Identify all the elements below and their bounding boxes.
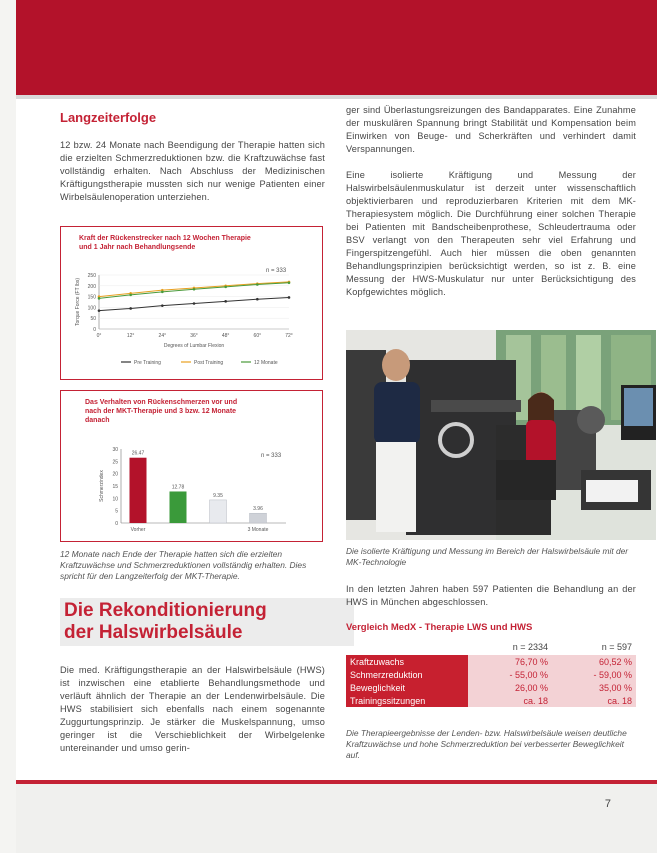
data-point: [224, 286, 227, 289]
data-point: [161, 304, 164, 307]
y-axis-label: Schmerzindex: [99, 470, 105, 502]
right-paragraph-2: Eine isolierte Kräftigung und Messung der Halswirbelsäulenmuskulatur ist derzeit unter wissenschaftlich objektivierbaren und reproduzierbaren Kriterien mit dem MK-Therapiesystem möglich. Die Durchführung einer solchen Therapie bei Patienten mit Bandscheibenprothese, Schleudertrauma oder BSV verlangt von den Therapeuten sehr viel Erfahrung und Fingerspitzengefühl. Auch hier müssen die oben genannten Behandlungsprinzipien berücksichtigt werden, so ist z. B. eine Messung der HWS-Muskulatur nur unter Berücksichtigung des Kopfgewichtes möglich.: [346, 170, 636, 297]
x-tick-label: 0°: [96, 333, 102, 339]
bar: [210, 500, 227, 523]
table-cell-value: 35,00 %: [552, 681, 636, 694]
legend-label: Pre Training: [134, 360, 161, 366]
table-row: [346, 694, 636, 707]
data-point: [98, 297, 101, 300]
line-chart-svg: [61, 227, 324, 381]
data-point: [256, 283, 259, 286]
table-cell-value: ca. 18: [468, 694, 552, 707]
line-chart-title: Kraft der Rückenstrecker nach 12 Wochen Therapie und 1 Jahr nach Behandlungsende: [79, 235, 251, 251]
legend-label: 12 Monate: [254, 360, 278, 366]
y-tick-label: 10: [112, 496, 118, 503]
data-point: [288, 281, 291, 284]
y-tick-label: 5: [115, 508, 118, 515]
data-point: [98, 309, 101, 312]
table-cell-label: Kraftzuwachs: [346, 655, 468, 668]
table-cell-value: 76,70 %: [468, 655, 552, 668]
table-cell-value: - 59,00 %: [552, 668, 636, 681]
data-point: [129, 307, 132, 310]
y-tick-label: 0: [93, 327, 96, 333]
rekond-paragraph: Die med. Kräftigungstherapie an der Halswirbelsäule (HWS) ist inzwischen eine etablierte Behandlungsmethode und verläuft ähnlich der Therapie an der Lendenwirbelsäule. Die HWS stabilisiert sich ebenfalls nach einem sogenannte Zuggurtungsprinzip. Je stärker die Muskelspannung, umso geringer ist die Verschieblichkeit der Wirbelgelenke untereinander und umso gerin-: [60, 665, 325, 753]
x-tick-label: 60°: [253, 333, 262, 339]
x-tick-label: 12°: [126, 333, 135, 339]
y-tick-label: 20: [112, 471, 118, 478]
top-divider: [16, 95, 657, 99]
left-column: [60, 104, 325, 204]
strength-line-chart: [60, 226, 323, 380]
charts-caption: 12 Monate nach Ende der Therapie hatten sich die erzielten Kraftzuwächse und Schmerzreduktionen vollständig erhalten. Dies spricht für den Langzeiterfolg der MKT-Therapie.: [60, 549, 307, 581]
comparison-table: [346, 640, 636, 707]
bar-chart-title: Das Verhalten von Rückenschmerzen vor und nach der MKT-Therapie und 3 bzw. 12 Monate danach: [85, 399, 238, 424]
right-column: [346, 104, 636, 299]
y-tick-label: 100: [87, 305, 96, 312]
pain-bar-chart: [60, 390, 323, 542]
table-header-row: [346, 640, 636, 653]
y-tick-label: 50: [90, 316, 96, 323]
x-tick-label: 36°: [190, 333, 198, 339]
line-chart-n: n = 333: [266, 268, 287, 274]
bar-value-label: 26.47: [131, 450, 145, 457]
table-header-cell: [346, 640, 468, 653]
table-row: [346, 681, 636, 694]
table-header-cell: n = 2334: [512, 641, 548, 652]
bar-value-label: 9.35: [213, 492, 223, 499]
rekond-title-line2: der Halswirbelsäule: [64, 622, 243, 643]
bar-chart-svg: [61, 391, 324, 543]
photo-caption: Die isolierte Kräftigung und Messung im Bereich der Halswirbelsäule mit der MK-Technologie: [346, 546, 629, 567]
table-cell-value: - 55,00 %: [468, 668, 552, 681]
rekond-heading-box: [60, 598, 354, 646]
x-tick-label: 48°: [221, 333, 230, 339]
x-axis-label: Degrees of Lumbar Flexion: [163, 343, 225, 349]
legend-label: Post Training: [194, 360, 224, 366]
table-row: [346, 655, 636, 668]
right-paragraph-3: In den letzten Jahren haben 597 Patienten die Behandlung an der HWS in München abgeschlossen.: [346, 584, 636, 607]
data-point: [129, 294, 132, 297]
table-title: Vergleich MedX - Therapie LWS und HWS: [346, 622, 533, 633]
data-point: [161, 291, 164, 294]
table-row: [346, 668, 636, 681]
table-cell-value: 60,52 %: [552, 655, 636, 668]
y-tick-label: 0: [115, 521, 118, 527]
y-tick-label: 25: [112, 459, 118, 466]
data-point: [193, 302, 196, 305]
section-heading-langzeiterfolge: Langzeiterfolge: [60, 110, 157, 125]
y-tick-label: 30: [112, 447, 118, 453]
langzeiterfolge-paragraph: 12 bzw. 24 Monate nach Beendigung der Therapie hatten sich die erzielten Schmerzreduktionen bzw. die Kraftzuwächse fast vollständig erhalten. Nach Abschluss der Medizinischen Kräftigungstherapie mussten sich nur wenige Patienten einer Wirbelsäulenoperation unterziehen.: [60, 140, 325, 202]
data-point: [256, 298, 259, 301]
bar-value-label: 12.78: [171, 484, 185, 491]
bottom-band: [16, 784, 657, 853]
page-number: 7: [604, 798, 611, 810]
y-tick-label: 200: [87, 283, 96, 290]
y-tick-label: 250: [87, 273, 96, 279]
table-cell-value: ca. 18: [552, 694, 636, 707]
table-cell-label: Beweglichkeit: [346, 681, 468, 694]
x-tick-label: 24°: [158, 333, 167, 339]
table-cell-label: Schmerzreduktion: [346, 668, 468, 681]
bar: [250, 513, 267, 523]
y-tick-label: 15: [112, 484, 118, 490]
data-point: [288, 296, 291, 299]
table-cell-label: Trainingssitzungen: [346, 694, 468, 707]
y-tick-label: 150: [87, 294, 96, 301]
top-red-band: [16, 0, 657, 95]
therapy-photo: [346, 330, 656, 540]
data-point: [193, 288, 196, 291]
bar-chart-n: n = 333: [261, 453, 282, 459]
x-tick-label: 72°: [285, 333, 293, 339]
right-paragraph-1: ger sind Überlastungsreizungen des Bandapparates. Eine Zunahme der muskulären Spannung bringt Stabilität und Kompensation beim Einwirken von Beuge- und Scherkräften und verhindert damit Verspannungen.: [346, 105, 636, 154]
table-cell-value: 26,00 %: [468, 681, 552, 694]
data-point: [224, 300, 227, 303]
rekond-title-line1: Die Rekonditionierung: [64, 600, 267, 621]
table-caption: Die Therapieergebnisse der Lenden- bzw. Halswirbelsäule weisen deutliche Kraftzuwächse und hohe Schmerzreduktion bei verbesserter Beweglichkeit auf.: [346, 728, 627, 760]
x-tick-label: 3 Monate: [247, 527, 269, 533]
bar: [170, 491, 187, 523]
bar: [130, 458, 147, 523]
x-tick-label: Vorher: [130, 527, 146, 533]
table-header-cell: n = 597: [601, 641, 632, 652]
bar-value-label: 3.96: [253, 506, 263, 513]
y-axis-label: Torque Force (FT lbs): [75, 278, 81, 326]
